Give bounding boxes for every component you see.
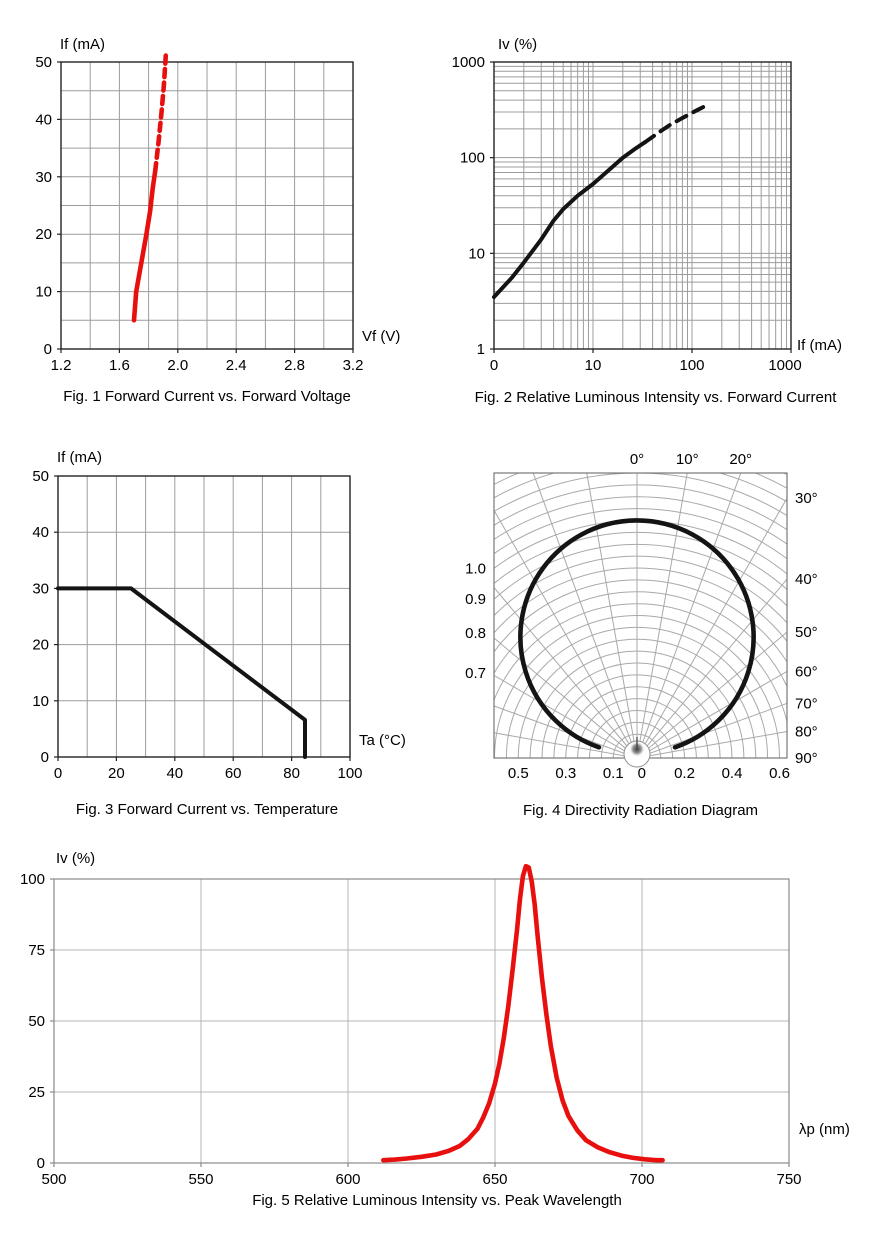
fig2-plot (452, 54, 802, 374)
fig4-radius-label: 0.9 (465, 591, 486, 609)
fig1-grid (61, 62, 353, 349)
fig1-x-tick: 1.2 (50, 357, 72, 374)
fig5-y-tick: 75 (28, 942, 45, 959)
fig1-x-axis-title: Vf (V) (362, 328, 401, 345)
fig3-x-tick: 40 (166, 765, 184, 782)
fig3-x-tick: 80 (283, 765, 300, 782)
fig4-angle-label: 80° (795, 723, 818, 741)
fig5-tick-labels (20, 871, 802, 1188)
fig3-y-tick: 40 (32, 524, 49, 542)
fig2-frame (494, 62, 791, 349)
fig4-angle-label: 50° (795, 624, 818, 642)
fig1-ticks (57, 62, 353, 353)
fig2-luminous-intensity-dashed (645, 104, 709, 142)
fig4-angle-label: 90° (795, 750, 818, 767)
fig1-y-tick: 30 (35, 168, 52, 186)
fig5-x-tick: 550 (188, 1171, 214, 1188)
fig3-y-tick: 0 (40, 749, 49, 766)
fig5-x-tick: 600 (335, 1171, 361, 1188)
fig2-x-tick: 0 (489, 357, 499, 374)
fig4-radius-axis-label: 0.4 (721, 765, 743, 782)
fig3-y-axis-title: If (mA) (57, 449, 102, 466)
fig4-radius-axis-label: 0.6 (769, 765, 790, 782)
fig4-radius-label: 0.7 (465, 665, 486, 683)
fig1-y-tick: 50 (35, 54, 52, 71)
fig1-x-tick: 2.0 (167, 357, 189, 374)
fig4-angle-label: 70° (795, 695, 818, 713)
fig2-caption: Fig. 2 Relative Luminous Intensity vs. Forward Current (474, 389, 837, 406)
fig4-angle-label: 20° (729, 451, 753, 468)
fig4-radius-axis-label: 0 (637, 765, 646, 782)
fig5-y-axis-title: Iv (%) (56, 850, 96, 867)
fig4-radius-axis-label: 0.5 (507, 765, 529, 782)
fig4-angle-label: 40° (795, 571, 818, 589)
fig1-forward-current-dashed (155, 51, 166, 172)
fig3-x-axis-title: Ta (°C) (359, 732, 406, 749)
fig1-y-tick: 40 (35, 111, 52, 129)
fig3-x-tick: 0 (53, 765, 63, 782)
fig1-tick-labels (35, 54, 363, 374)
fig3-y-tick: 30 (32, 580, 49, 598)
fig5-ticks (50, 879, 789, 1167)
fig5-x-tick: 750 (776, 1171, 802, 1188)
fig3-caption: Fig. 3 Forward Current vs. Temperature (75, 801, 339, 818)
fig2-y-tick: 100 (459, 149, 485, 167)
fig2-tick-labels (452, 54, 802, 374)
fig5-x-tick: 500 (41, 1171, 67, 1188)
fig5-y-tick: 0 (36, 1155, 45, 1172)
fig1-y-tick: 20 (35, 226, 52, 244)
fig3-x-tick: 20 (108, 765, 125, 782)
fig1-y-tick: 0 (43, 341, 52, 358)
fig2-y-tick: 1 (476, 341, 485, 358)
fig1-y-tick: 10 (35, 283, 52, 301)
fig3-y-tick: 20 (32, 636, 49, 654)
fig3-tick-labels (32, 468, 362, 782)
fig2-x-tick: 1000 (768, 357, 802, 374)
fig1-caption: Fig. 1 Forward Current vs. Forward Voltage (63, 388, 351, 405)
fig4-radius-axis-label: 0.3 (555, 765, 577, 782)
fig2-y-tick: 1000 (451, 54, 485, 71)
fig3-plot (32, 468, 362, 782)
fig4-plot (221, 342, 874, 782)
fig4-angle-label: 10° (675, 451, 699, 468)
fig5-caption: Fig. 5 Relative Luminous Intensity vs. Peak Wavelength (252, 1192, 622, 1209)
fig5-x-axis-title: λp (nm) (799, 1121, 850, 1138)
fig2-y-tick: 10 (468, 245, 485, 263)
fig3-y-tick: 10 (32, 692, 49, 710)
fig3-y-tick: 50 (32, 468, 49, 485)
fig3-derating-curve (58, 588, 305, 757)
fig5-plot (20, 866, 802, 1188)
fig4-angle-label: 0° (629, 451, 645, 468)
fig1-x-tick: 1.6 (108, 357, 130, 374)
fig1-x-tick: 2.8 (284, 357, 306, 374)
fig4-angle-label: 60° (795, 663, 818, 681)
fig5-y-tick: 50 (28, 1013, 45, 1030)
fig3-x-tick: 60 (224, 765, 242, 782)
fig4-angle-label: 30° (795, 490, 818, 508)
fig4-radius-label: 0.8 (465, 624, 486, 642)
fig5-x-tick: 700 (629, 1171, 655, 1188)
fig1-y-axis-title: If (mA) (60, 36, 105, 53)
fig5-x-tick: 650 (482, 1171, 508, 1188)
fig3-x-tick: 100 (337, 765, 363, 782)
fig1-x-tick: 3.2 (342, 357, 364, 374)
fig2-grid (494, 62, 791, 349)
fig5-spectrum-curve (383, 866, 662, 1160)
fig1-x-tick: 2.4 (225, 357, 247, 374)
fig2-y-axis-title: Iv (%) (498, 36, 538, 53)
fig4-caption: Fig. 4 Directivity Radiation Diagram (522, 802, 759, 819)
fig5-y-tick: 25 (28, 1084, 45, 1101)
fig1-forward-current-solid (134, 171, 155, 320)
fig1-plot (35, 51, 363, 375)
fig2-x-axis-title: If (mA) (797, 337, 842, 354)
fig5-y-tick: 100 (19, 871, 45, 888)
fig3-grid (58, 476, 350, 757)
fig4-radius-axis-label: 0.2 (674, 765, 695, 782)
fig2-x-tick: 10 (584, 357, 602, 374)
fig4-radius-axis-label: 0.1 (602, 765, 624, 782)
fig4-radius-label: 1.0 (465, 560, 486, 578)
fig2-x-tick: 100 (679, 357, 705, 374)
fig5-grid (54, 879, 789, 1163)
